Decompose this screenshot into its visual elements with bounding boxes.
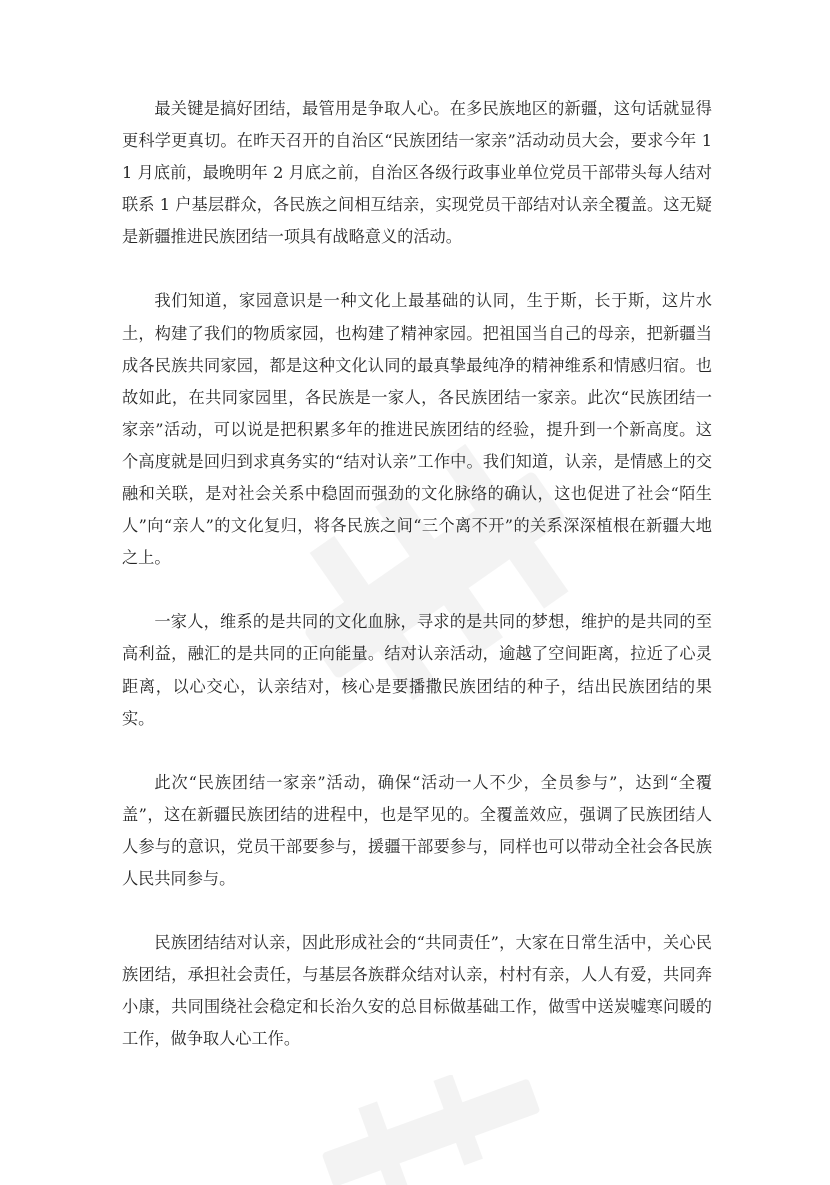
paragraph-2: 我们知道，家园意识是一种文化上最基础的认同，生于斯，长于斯，这片水土，构建了我们的物质家园，也构建了精神家园。把祖国当自己的母亲，把新疆当成各民族共同家园，都是这种文化认同的最真挚最纯净的精神维系和情感归宿。也故如此，在共同家园里，各民族是一家人，各民族团结一家亲。此次“民族团结一家亲”活动，可以说是把积累多年的推进民族团结的经验，提升到一个新高度。这个高度就是回归到求真务实的“结对认亲”工作中。我们知道，认亲，是情感上的交融和关联，是对社会关系中稳固而强劲的文化脉络的确认，这也促进了社会“陌生人”向“亲人”的文化复归，将各民族之间“三个离不开”的关系深深植根在新疆大地之上。 bbox=[122, 291, 712, 568]
article-body bbox=[122, 93, 712, 1087]
paragraph-5: 民族团结结对认亲，因此形成社会的“共同责任”，大家在日常生活中，关心民族团结，承担社会责任，与基层各族群众结对认亲，村村有亲，人人有爱，共同奔小康，共同围绕社会稳定和长治久安的总目标做基础工作，做雪中送炭嘘寒问暖的工作，做争取人心工作。 bbox=[122, 933, 712, 1049]
paragraph-1: 最关键是搞好团结，最管用是争取人心。在多民族地区的新疆，这句话就显得更科学更真切。在昨天召开的自治区“民族团结一家亲”活动动员大会，要求今年 11 月底前，最晚明年 2 月底之前，自治区各级行政事业单位党员干部带头每人结对联系 1 户基层群众，各民族之间相互结亲，实现党员干部结对认亲全覆盖。这无疑是新疆推进民族团结一项具有战略意义的活动。 bbox=[122, 99, 712, 247]
watermark-bottom-icon bbox=[300, 1075, 560, 1185]
paragraph-3: 一家人，维系的是共同的文化血脉，寻求的是共同的梦想，维护的是共同的至高利益，融汇的是共同的正向能量。结对认亲活动，逾越了空间距离，拉近了心灵距离，以心交心，认亲结对，核心是要播撒民族团结的种子，结出民族团结的果实。 bbox=[122, 612, 712, 728]
paragraph-4: 此次“民族团结一家亲”活动，确保“活动一人不少，全员参与”，达到“全覆盖”，这在新疆民族团结的进程中，也是罕见的。全覆盖效应，强调了民族团结人人参与的意识，党员干部要参与，援疆干部要参与，同样也可以带动全社会各民族人民共同参与。 bbox=[122, 772, 712, 888]
